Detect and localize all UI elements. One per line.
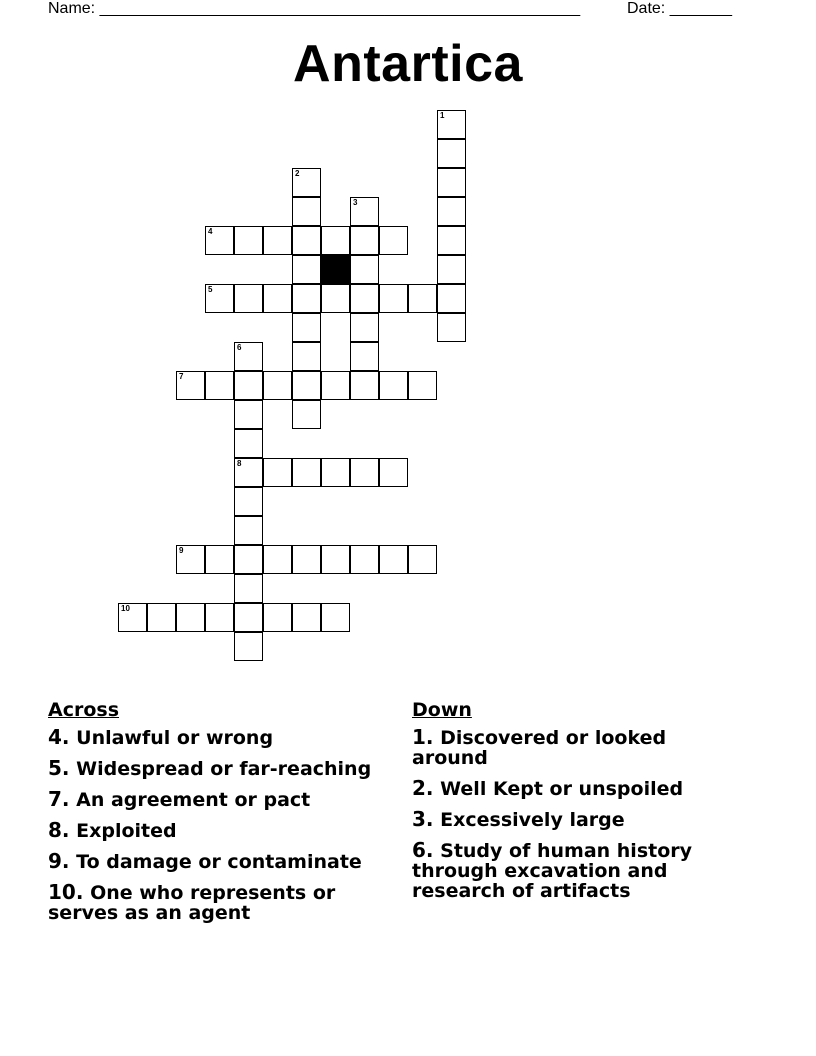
crossword-cell[interactable]: [379, 458, 408, 487]
clue-number: 10.: [48, 880, 84, 904]
crossword-cell[interactable]: [292, 284, 321, 313]
across-clue-list: [48, 727, 393, 923]
crossword-cell[interactable]: [263, 371, 292, 400]
crossword-cell[interactable]: [205, 545, 234, 574]
crossword-cell[interactable]: [350, 545, 379, 574]
crossword-cell[interactable]: [292, 603, 321, 632]
crossword-cell[interactable]: [176, 371, 205, 400]
clue-number-label: 2: [295, 169, 300, 178]
crossword-cell[interactable]: [176, 545, 205, 574]
crossword-cell[interactable]: [292, 458, 321, 487]
clue-number-label: 5: [208, 285, 213, 294]
crossword-cell[interactable]: [292, 197, 321, 226]
crossword-cell[interactable]: [350, 458, 379, 487]
crossword-cell[interactable]: [321, 371, 350, 400]
crossword-cell[interactable]: [292, 342, 321, 371]
crossword-cell[interactable]: [379, 226, 408, 255]
clue-number-label: 6: [237, 343, 242, 352]
clue-text: An agreement or pact: [76, 789, 311, 811]
crossword-cell[interactable]: [437, 168, 466, 197]
clue-across-9: [48, 851, 393, 872]
down-heading: Down: [412, 699, 472, 721]
clue-text: Excessively large: [440, 809, 625, 831]
clue-number: 9.: [48, 849, 70, 873]
crossword-cell[interactable]: [321, 545, 350, 574]
clue-number-label: 3: [353, 198, 358, 207]
crossword-cell[interactable]: [292, 226, 321, 255]
crossword-cell[interactable]: [292, 371, 321, 400]
clue-number: 8.: [48, 818, 70, 842]
clue-text: Study of human history through excavation and research of artifacts: [412, 840, 693, 902]
crossword-cell[interactable]: [379, 284, 408, 313]
crossword-cell[interactable]: [437, 197, 466, 226]
clue-across-10: [48, 882, 393, 923]
crossword-cell[interactable]: [408, 284, 437, 313]
crossword-cell[interactable]: [234, 487, 263, 516]
crossword-cell[interactable]: [263, 458, 292, 487]
clue-text: Well Kept or unspoiled: [440, 778, 684, 800]
clue-number-label: 1: [440, 111, 445, 120]
crossword-cell[interactable]: [292, 168, 321, 197]
crossword-cell[interactable]: [234, 226, 263, 255]
crossword-cell[interactable]: [350, 371, 379, 400]
clue-across-7: [48, 789, 393, 810]
page-title: Antartica: [293, 35, 523, 93]
clue-text: Unlawful or wrong: [76, 727, 274, 749]
clue-number: 4.: [48, 725, 70, 749]
clue-number: 1.: [412, 725, 434, 749]
across-heading: Across: [48, 699, 120, 721]
crossword-cell[interactable]: [234, 574, 263, 603]
crossword-cell[interactable]: [234, 458, 263, 487]
crossword-cell[interactable]: [234, 342, 263, 371]
crossword-cell[interactable]: [176, 603, 205, 632]
clue-number-label: 9: [179, 546, 184, 555]
clue-number-label: 8: [237, 459, 242, 468]
crossword-cell[interactable]: [321, 603, 350, 632]
clue-number: 5.: [48, 756, 70, 780]
crossword-cell[interactable]: [292, 545, 321, 574]
crossword-cell[interactable]: [205, 284, 234, 313]
crossword-cell[interactable]: [437, 110, 466, 139]
clue-down-2: [412, 778, 722, 799]
crossword-cell[interactable]: [234, 516, 263, 545]
crossword-block-cell: [321, 255, 350, 284]
across-clues: [48, 700, 393, 933]
crossword-cell[interactable]: [292, 313, 321, 342]
clue-number-label: 10: [121, 604, 130, 613]
clue-number: 6.: [412, 838, 434, 862]
crossword-cell[interactable]: [350, 197, 379, 226]
crossword-cell[interactable]: [408, 371, 437, 400]
crossword-cell[interactable]: [379, 545, 408, 574]
clue-text: To damage or contaminate: [76, 851, 362, 873]
crossword-cell[interactable]: [437, 313, 466, 342]
crossword-cell[interactable]: [234, 429, 263, 458]
crossword-cell[interactable]: [234, 632, 263, 661]
clue-across-8: [48, 820, 393, 841]
crossword-cell[interactable]: [437, 139, 466, 168]
crossword-cell[interactable]: [321, 284, 350, 313]
clue-number-label: 7: [179, 372, 184, 381]
crossword-cell[interactable]: [205, 226, 234, 255]
crossword-cell[interactable]: [321, 226, 350, 255]
down-clue-list: [412, 727, 722, 901]
crossword-cell[interactable]: [437, 284, 466, 313]
crossword-cell[interactable]: [350, 342, 379, 371]
crossword-cell[interactable]: [437, 255, 466, 284]
crossword-cell[interactable]: [350, 284, 379, 313]
crossword-cell[interactable]: [321, 458, 350, 487]
clue-text: Exploited: [76, 820, 177, 842]
crossword-cell[interactable]: [234, 400, 263, 429]
crossword-cell[interactable]: [408, 545, 437, 574]
clue-across-4: [48, 727, 393, 748]
clue-text: One who represents or serves as an agent: [48, 882, 336, 924]
crossword-cell[interactable]: [205, 371, 234, 400]
crossword-cell[interactable]: [205, 603, 234, 632]
crossword-cell[interactable]: [234, 371, 263, 400]
crossword-cell[interactable]: [263, 603, 292, 632]
crossword-cell[interactable]: [292, 400, 321, 429]
clue-text: Discovered or looked around: [412, 727, 667, 769]
date-field-label: Date: _______: [627, 0, 732, 17]
crossword-cell[interactable]: [147, 603, 176, 632]
crossword-cell[interactable]: [350, 313, 379, 342]
crossword-cell[interactable]: [350, 255, 379, 284]
name-field-label: Name: ______________________________________________________: [48, 0, 581, 17]
crossword-cell[interactable]: [234, 284, 263, 313]
crossword-cell[interactable]: [350, 226, 379, 255]
clue-down-1: [412, 727, 722, 768]
crossword-cell[interactable]: [263, 545, 292, 574]
crossword-cell[interactable]: [263, 284, 292, 313]
clue-down-3: [412, 809, 722, 830]
crossword-cell[interactable]: [118, 603, 147, 632]
clue-down-6: [412, 840, 722, 901]
crossword-cell[interactable]: [263, 226, 292, 255]
crossword-cell[interactable]: [292, 255, 321, 284]
clue-number: 3.: [412, 807, 434, 831]
crossword-cell[interactable]: [234, 545, 263, 574]
clue-number: 7.: [48, 787, 70, 811]
crossword-cell[interactable]: [437, 226, 466, 255]
crossword-cell[interactable]: [234, 603, 263, 632]
clue-text: Widespread or far-reaching: [76, 758, 372, 780]
clue-number: 2.: [412, 776, 434, 800]
clue-number-label: 4: [208, 227, 213, 236]
clue-across-5: [48, 758, 393, 779]
down-clues: [412, 700, 722, 911]
crossword-cell[interactable]: [379, 371, 408, 400]
